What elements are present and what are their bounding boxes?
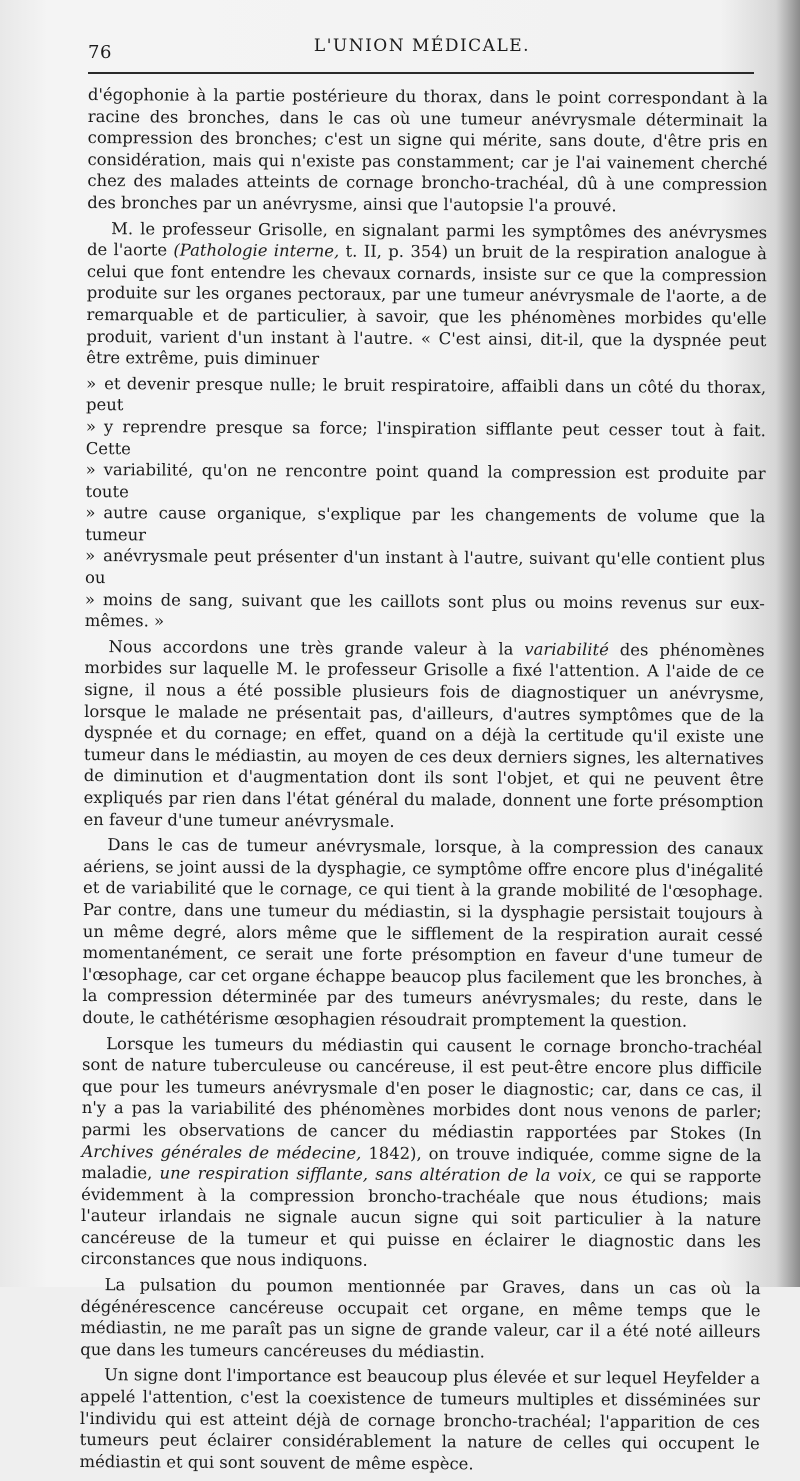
quote-line-text: anévrysmale peut présenter d'un instant à l'autre, suivant qu'elle contient plus ou xyxy=(84,546,766,588)
paragraph-2 xyxy=(86,218,767,373)
quote-marker: » xyxy=(85,416,96,436)
quote-line xyxy=(85,545,765,592)
paragraph-6: La pulsation du poumon mentionnée par Graves, dans un cas où la dégénérescence cancéreuse occupait cet organe, en même temps que le médiastin, ne me paraît pas un signe de grande valeur, car il a été noté ailleurs que dans les tumeurs cancéreuses du médiastin. xyxy=(80,1275,761,1362)
quote-line xyxy=(86,416,766,463)
paragraph-5-text-b: 1842), on trouve indiquée, comme signe de la maladie, xyxy=(81,1143,762,1183)
paragraph-3 xyxy=(83,636,764,834)
quote-line xyxy=(85,502,765,549)
quote-line-text: moins de sang, suivant que les caillots sont plus ou moins revenus sur eux-mêmes. » xyxy=(84,589,765,631)
quote-line xyxy=(86,373,766,420)
quote-line xyxy=(85,589,765,636)
quote-marker: » xyxy=(86,373,97,393)
paragraph-3-text-a: Nous accordons une très grande valeur à la xyxy=(108,636,525,659)
header-rule xyxy=(88,72,754,74)
paragraph-7: Un signe dont l'importance est beaucoup plus élevée et sur lequel Heyfelder a appelé l'attention, c'est la coexistence de tumeurs multiples et disséminées sur l'individu qui est atteint déjà de cornage broncho-trachéal; l'apparition de ces tumeurs peut éclairer considérablement la nature de celles qui occupent le médiastin et qui sont souvent de même espèce. xyxy=(79,1365,761,1474)
paragraph-2-text-b: t. II, p. 354) un bruit de la respiration analogue à celui que font entendre les chevaux cornards, insiste sur ce que la compression produite sur les organes pectoraux, par une tumeur anévrysmale de l'aorte, a de remarquable et de particulier, à savoir, que les phénomènes morbides qu'elle produit, varient d'un instant à l'autre. « C'est ainsi, dit-il, que la dyspnée peut être extrême, puis diminuer xyxy=(86,241,768,369)
paragraph-5-emphasis: une respiration sifflante, sans altération de la voix, xyxy=(159,1163,597,1186)
quotation-block xyxy=(85,373,767,636)
running-title: L'UNION MÉDICALE. xyxy=(313,36,531,56)
quote-line xyxy=(85,459,765,506)
paragraph-3-emphasis: variabilité xyxy=(524,639,609,660)
paragraph-1: d'égophonie à la partie postérieure du thorax, dans le point correspondant à la racine des bronches, dans le cas où une tumeur anévrysmale déterminait la compression des bronches; c'est un signe qui mérite, sans doute, d'être pris en considération, mais qui n'existe pas constamment; car je l'ai vainement cherché chez des malades atteints de cornage broncho-trachéal, dû à une compression des bronches par un anévrysme, ainsi que l'autopsie l'a prouvé. xyxy=(87,84,768,216)
paragraph-5-citation: Archives générales de médecine, xyxy=(81,1141,362,1163)
quote-marker: » xyxy=(85,460,96,480)
quote-line-text: autre cause organique, s'explique par les changements de volume que la tumeur xyxy=(85,503,766,545)
paragraph-4: Dans le cas de tumeur anévrysmale, lorsque, à la compression des canaux aériens, se joint aussi de la dysphagie, ce symptôme offre encore plus d'inégalité et de variabilité que le cornage, ce qui tient à la grande mobilité de l'œsophage. Par contre, dans une tumeur du médiastin, si la dysphagie persistait toujours à un même degré, alors même que le sifflement de la respiration aurait cessé momentanément, ce serait une forte présomption en faveur d'une tumeur de l'œsophage, car cet organe échappe beaucop plus facilement que les bronches, à la compression déterminée par des tumeurs anévrysmales; du reste, dans le doute, le cathétérisme œsophagien résoudrait promptement la question. xyxy=(82,835,764,1031)
paragraph-5 xyxy=(81,1033,762,1275)
paragraph-5-text-c: ce qui se rapporte évidemment à la compression broncho-trachéale que nous étudions; mais l'auteur irlandais ne signale aucun signe qui soit particulier à la nature cancéreuse de la tumeur et qui puisse en éclairer le diagnostic dans les circonstances que nous indiquons. xyxy=(80,1166,762,1271)
quote-marker: » xyxy=(85,503,96,523)
paragraph-2-text-a: M. le professeur Grisolle, en signalant parmi les symptômes des anévrysmes de l'aorte xyxy=(86,218,768,260)
paragraph-2-citation: (Pathologie interne, xyxy=(173,240,340,261)
page-number: 76 xyxy=(88,42,112,63)
paragraph-3-text-b: des phénomènes morbides sur laquelle M. le professeur Grisolle a fixé l'attention. A l'aide de ce signe, il nous a été possible plusieurs fois de diagnostiquer un anévrysme, lorsque le malade ne présentait pas, d'ailleurs, d'autres symptômes que de la dyspnée et du cornage; en effet, quand on a déjà la certitude qu'il existe une tumeur dans le médiastin, au moyen de ces deux derniers signes, les alternatives de diminution et d'augmentation dont ils sont l'objet, et qui ne peuvent être expliqués par rien dans l'état général du malade, donnent une forte présomption en faveur d'une tumeur anévrysmale. xyxy=(83,640,765,831)
article-body xyxy=(79,84,767,1481)
quote-line-text: variabilité, qu'on ne rencontre point quand la compression est produite par toute xyxy=(85,460,766,501)
quote-line-text: et devenir presque nulle; le bruit respiratoire, affaibli dans un côté du thorax, peut xyxy=(85,373,767,415)
paragraph-5-text-a: Lorsque les tumeurs du médiastin qui causent le cornage broncho-trachéal sont de nature tuberculeuse ou cancéreuse, il est peut-être encore plus difficile que pour les tumeurs anévrysmale d'en poser le diagnostic; car, dans ce cas, il n'y a pas la variabilité des phénomènes morbides dont nous venons de parler; parmi les observations de cancer du médiastin rapportées par Stokes (In xyxy=(81,1033,763,1144)
quote-marker: » xyxy=(85,546,96,566)
quote-marker: » xyxy=(84,589,95,609)
page-header xyxy=(88,36,756,66)
quote-line-text: y reprendre presque sa force; l'inspiration sifflante peut cesser tout à fait. Cette xyxy=(85,417,766,458)
